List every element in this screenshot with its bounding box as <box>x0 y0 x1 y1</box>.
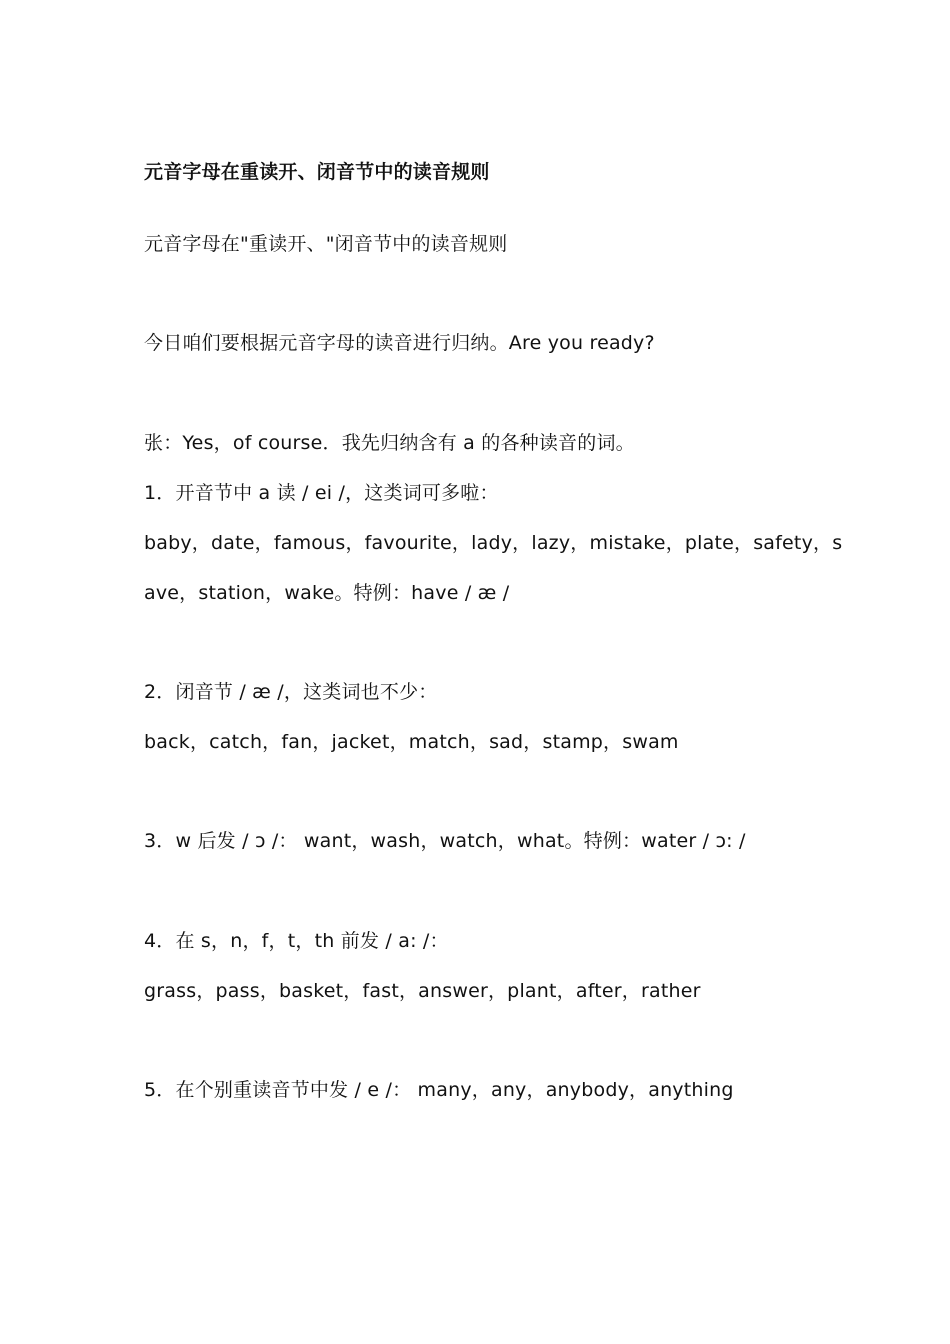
section-4-heading: 4．在 s，n，f，t，th 前发 / a: /： <box>144 930 449 952</box>
section-1-line-2: ave，station，wake。特例：have / æ / <box>144 582 510 604</box>
intro-paragraph: 今日咱们要根据元音字母的读音进行归纳。Are you ready? <box>144 332 655 354</box>
section-4-line-1: grass，pass，basket，fast，answer，plant，after，rather <box>144 980 701 1002</box>
section-5-heading: 5．在个别重读音节中发 / e /： many，any，anybody，anything <box>144 1079 734 1101</box>
reply-paragraph: 张：Yes，of course．我先归纳含有 a 的各种读音的词。 <box>144 432 635 454</box>
section-3-heading: 3．w 后发 / ɔ /： want，wash，watch，what。特例：water / ɔ: / <box>144 830 746 852</box>
section-1-heading: 1．开音节中 a 读 / ei /，这类词可多啦： <box>144 482 499 504</box>
section-2-line-1: back，catch，fan，jacket，match，sad，stamp，swam <box>144 731 679 753</box>
document-title: 元音字母在重读开、闭音节中的读音规则 <box>144 161 490 183</box>
section-1-line-1: baby，date，famous，favourite，lady，lazy，mistake，plate，safety，s <box>144 532 843 554</box>
section-2-heading: 2．闭音节 / æ /，这类词也不少： <box>144 681 438 703</box>
document-subtitle: 元音字母在"重读开、"闭音节中的读音规则 <box>144 233 508 255</box>
